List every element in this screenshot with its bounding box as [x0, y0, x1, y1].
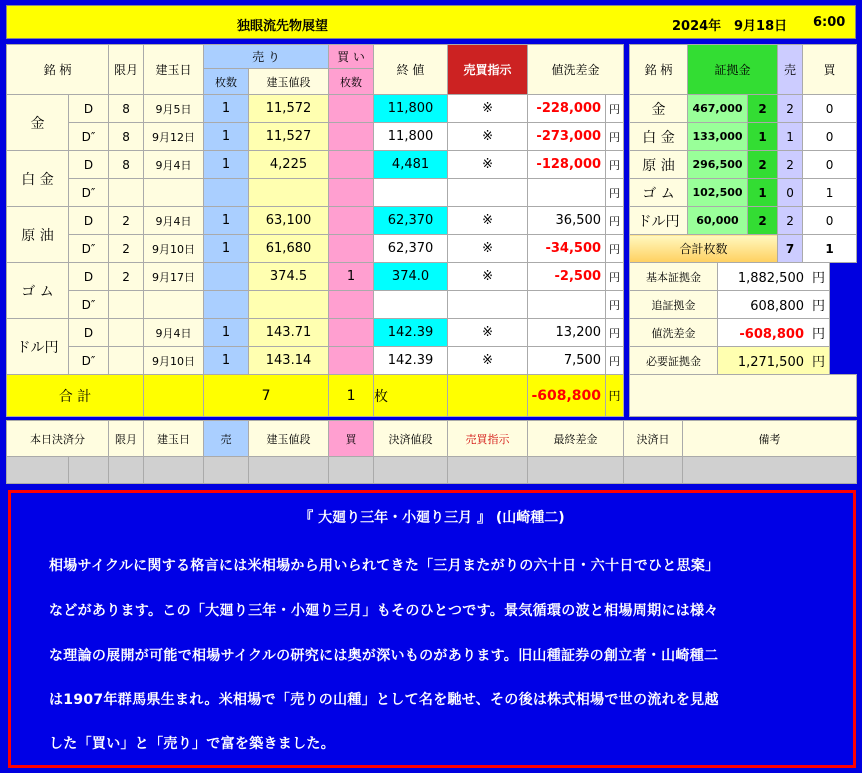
margin-sell: 2 [778, 95, 803, 123]
row-sell-count: 1 [204, 347, 249, 375]
row-price: 11,572 [249, 95, 329, 123]
row-date: 9月5日 [144, 95, 204, 123]
margin-count: 2 [748, 207, 778, 235]
settle-header: 建玉値段 [249, 421, 329, 457]
row-date: 9月4日 [144, 207, 204, 235]
summary-label: 値洗差金 [630, 319, 718, 347]
row-diff: 7,500 [528, 347, 606, 375]
margin-commodity: ドル円 [630, 207, 688, 235]
settle-cell [7, 457, 69, 484]
row-sell-count: 1 [204, 95, 249, 123]
row-yen: 円 [606, 263, 624, 291]
settle-header: 最終差金 [528, 421, 624, 457]
row-diff: -2,500 [528, 263, 606, 291]
row-sell-count [204, 263, 249, 291]
row-buy-count [329, 151, 374, 179]
row-yen: 円 [606, 95, 624, 123]
side-header-shokokin: 証拠金 [688, 45, 778, 95]
commodity-name: ドル円 [7, 319, 69, 375]
quote-line: な理論の展開が可能で相場サイクルの研究には奥が深いものがあります。旧山種証券の創立者・山崎種二 [49, 648, 719, 664]
row-sell-count: 1 [204, 319, 249, 347]
positions-table [6, 44, 624, 417]
summary-label: 追証拠金 [630, 291, 718, 319]
row-signal: ※ [448, 347, 528, 375]
header-tategyokubi: 建玉日 [144, 45, 204, 95]
margin-buy: 0 [803, 123, 857, 151]
header-nearai: 値洗差金 [528, 45, 624, 95]
row-signal: ※ [448, 95, 528, 123]
row-yen: 円 [606, 123, 624, 151]
total-yen: 円 [606, 375, 624, 417]
side-blank [630, 375, 857, 417]
row-date: 9月10日 [144, 235, 204, 263]
row-yen: 円 [606, 347, 624, 375]
row-diff: 13,200 [528, 319, 606, 347]
total-spacer [144, 375, 204, 417]
commodity-name: ゴ ム [7, 263, 69, 319]
row-type: D″ [69, 347, 109, 375]
row-date: 9月10日 [144, 347, 204, 375]
settle-cell [329, 457, 374, 484]
commodity-name: 原 油 [7, 207, 69, 263]
row-gengetsu: 8 [109, 95, 144, 123]
settle-header: 限月 [109, 421, 144, 457]
settle-cell [204, 457, 249, 484]
settle-header: 決済日 [624, 421, 683, 457]
row-type: D [69, 319, 109, 347]
settle-cell [374, 457, 448, 484]
row-close: 62,370 [374, 207, 448, 235]
summary-yen: 円 [812, 327, 826, 342]
row-buy-count: 1 [329, 263, 374, 291]
settle-cell [683, 457, 857, 484]
row-signal [448, 179, 528, 207]
header-meigara: 銘 柄 [7, 45, 109, 95]
row-signal: ※ [448, 151, 528, 179]
header-gengetsu: 限月 [109, 45, 144, 95]
row-close: 142.39 [374, 347, 448, 375]
margin-sell: 0 [778, 179, 803, 207]
row-close: 11,800 [374, 123, 448, 151]
header-owarine: 終 値 [374, 45, 448, 95]
margin-count: 2 [748, 151, 778, 179]
row-gengetsu [109, 319, 144, 347]
margin-commodity: 白 金 [630, 123, 688, 151]
row-gengetsu: 2 [109, 235, 144, 263]
settle-cell [69, 457, 109, 484]
row-price: 143.14 [249, 347, 329, 375]
summary-label: 基本証拠金 [630, 263, 718, 291]
summary-value: 608,800 円 [718, 291, 830, 319]
header-buy-count: 枚数 [329, 69, 374, 95]
row-price: 374.5 [249, 263, 329, 291]
row-gengetsu: 2 [109, 207, 144, 235]
row-type: D [69, 207, 109, 235]
side-header-kai: 買 [803, 45, 857, 95]
margin-buy: 0 [803, 95, 857, 123]
row-yen: 円 [606, 151, 624, 179]
quote-line: した「買い」と「売り」で富を築きました。 [49, 736, 335, 752]
margin-buy: 0 [803, 151, 857, 179]
row-date: 9月17日 [144, 263, 204, 291]
summary-yen: 円 [812, 299, 826, 314]
row-buy-count [329, 95, 374, 123]
margin-count: 2 [748, 95, 778, 123]
row-type: D″ [69, 123, 109, 151]
row-diff: -273,000 [528, 123, 606, 151]
row-diff: 36,500 [528, 207, 606, 235]
row-type: D [69, 263, 109, 291]
row-buy-count [329, 319, 374, 347]
row-yen: 円 [606, 235, 624, 263]
margin-buy: 0 [803, 207, 857, 235]
row-signal: ※ [448, 263, 528, 291]
margin-amount: 133,000 [688, 123, 748, 151]
header-uri: 売 り [204, 45, 329, 69]
row-close: 62,370 [374, 235, 448, 263]
settle-header: 売買指示 [448, 421, 528, 457]
row-signal: ※ [448, 207, 528, 235]
row-close: 374.0 [374, 263, 448, 291]
margin-sell: 2 [778, 151, 803, 179]
row-price [249, 179, 329, 207]
quote-line: 相場サイクルに関する格言には米相場から用いられてきた「三月またがりの六十日・六十日でひと思案」 [49, 558, 720, 574]
settle-header: 決済値段 [374, 421, 448, 457]
row-gengetsu: 8 [109, 151, 144, 179]
row-price [249, 291, 329, 319]
row-signal: ※ [448, 235, 528, 263]
settle-header: 備考 [683, 421, 857, 457]
settle-cell [448, 457, 528, 484]
quote-title: 『 大廻り三年・小廻り三月 』 (山崎種二) [299, 510, 565, 526]
total-diff: -608,800 [528, 375, 606, 417]
row-sell-count: 1 [204, 151, 249, 179]
row-gengetsu: 2 [109, 263, 144, 291]
summary-value: 1,882,500 円 [718, 263, 830, 291]
row-close: 142.39 [374, 319, 448, 347]
settle-cell [109, 457, 144, 484]
settle-header: 買 [329, 421, 374, 457]
row-close [374, 179, 448, 207]
header-baibai: 売買指示 [448, 45, 528, 95]
summary-yen: 円 [812, 355, 826, 370]
settle-cell [624, 457, 683, 484]
row-close: 4,481 [374, 151, 448, 179]
side-gokei-sell: 7 [778, 235, 803, 263]
side-header-uri: 売 [778, 45, 803, 95]
row-buy-count [329, 347, 374, 375]
margin-table [629, 44, 857, 417]
row-signal: ※ [448, 123, 528, 151]
margin-commodity: 原 油 [630, 151, 688, 179]
row-date [144, 179, 204, 207]
row-signal: ※ [448, 319, 528, 347]
row-price: 143.71 [249, 319, 329, 347]
row-gengetsu [109, 291, 144, 319]
settle-cell [528, 457, 624, 484]
date-time: 6:00 [813, 15, 846, 30]
row-yen: 円 [606, 319, 624, 347]
margin-amount: 296,500 [688, 151, 748, 179]
page-title: 独眼流先物展望 [237, 19, 329, 34]
settle-cell [144, 457, 204, 484]
summary-label: 必要証拠金 [630, 347, 718, 375]
row-diff [528, 291, 606, 319]
row-type: D″ [69, 179, 109, 207]
header-tategyoku-nedan: 建玉値段 [249, 69, 329, 95]
row-buy-count [329, 235, 374, 263]
summary-value: 1,271,500 円 [718, 347, 830, 375]
row-close: 11,800 [374, 95, 448, 123]
summary-value: -608,800 円 [718, 319, 830, 347]
row-sell-count [204, 179, 249, 207]
settle-cell [249, 457, 329, 484]
margin-sell: 1 [778, 123, 803, 151]
row-sell-count: 1 [204, 123, 249, 151]
margin-sell: 2 [778, 207, 803, 235]
row-diff: -128,000 [528, 151, 606, 179]
row-diff: -228,000 [528, 95, 606, 123]
summary-yen: 円 [812, 271, 826, 286]
side-header-meigara: 銘 柄 [630, 45, 688, 95]
title-bar [6, 5, 856, 39]
row-buy-count [329, 291, 374, 319]
header-sell-count: 枚数 [204, 69, 249, 95]
row-sell-count: 1 [204, 235, 249, 263]
total-unit: 枚 [374, 375, 448, 417]
row-close [374, 291, 448, 319]
total-buy: 1 [329, 375, 374, 417]
margin-amount: 102,500 [688, 179, 748, 207]
row-gengetsu [109, 179, 144, 207]
row-price: 63,100 [249, 207, 329, 235]
settle-header: 本日決済分 [7, 421, 109, 457]
date-year: 2024年 [672, 19, 722, 34]
row-buy-count [329, 179, 374, 207]
commodity-name: 金 [7, 95, 69, 151]
total-label: 合 計 [7, 375, 144, 417]
row-date: 9月4日 [144, 319, 204, 347]
row-gengetsu: 8 [109, 123, 144, 151]
row-date: 9月4日 [144, 151, 204, 179]
margin-count: 1 [748, 123, 778, 151]
row-type: D [69, 95, 109, 123]
row-yen: 円 [606, 291, 624, 319]
row-gengetsu [109, 347, 144, 375]
margin-buy: 1 [803, 179, 857, 207]
total-sell: 7 [204, 375, 329, 417]
margin-amount: 60,000 [688, 207, 748, 235]
row-type: D″ [69, 235, 109, 263]
row-price: 61,680 [249, 235, 329, 263]
row-diff [528, 179, 606, 207]
row-yen: 円 [606, 207, 624, 235]
header-kai: 買 い [329, 45, 374, 69]
commodity-name: 白 金 [7, 151, 69, 207]
row-date [144, 291, 204, 319]
row-buy-count [329, 123, 374, 151]
quote-box [8, 490, 856, 768]
row-date: 9月12日 [144, 123, 204, 151]
row-yen: 円 [606, 179, 624, 207]
row-type: D [69, 151, 109, 179]
settle-header: 売 [204, 421, 249, 457]
side-gokei-label: 合計枚数 [630, 235, 778, 263]
row-sell-count: 1 [204, 207, 249, 235]
quote-line: は1907年群馬県生まれ。米相場で「売りの山種」として名を馳せ、その後は株式相場で世の流れを見越 [49, 692, 719, 708]
row-sell-count [204, 291, 249, 319]
row-diff: -34,500 [528, 235, 606, 263]
settlement-table [6, 420, 857, 484]
margin-commodity: 金 [630, 95, 688, 123]
side-gokei-buy: 1 [803, 235, 857, 263]
quote-line: などがあります。この「大廻り三年・小廻り三月」もそのひとつです。景気循環の波と相場周期には様々 [49, 603, 719, 619]
row-signal [448, 291, 528, 319]
date-day: 9月18日 [734, 19, 788, 34]
row-buy-count [329, 207, 374, 235]
margin-count: 1 [748, 179, 778, 207]
row-price: 4,225 [249, 151, 329, 179]
row-type: D″ [69, 291, 109, 319]
total-spacer2 [448, 375, 528, 417]
margin-commodity: ゴ ム [630, 179, 688, 207]
margin-amount: 467,000 [688, 95, 748, 123]
settle-header: 建玉日 [144, 421, 204, 457]
row-price: 11,527 [249, 123, 329, 151]
